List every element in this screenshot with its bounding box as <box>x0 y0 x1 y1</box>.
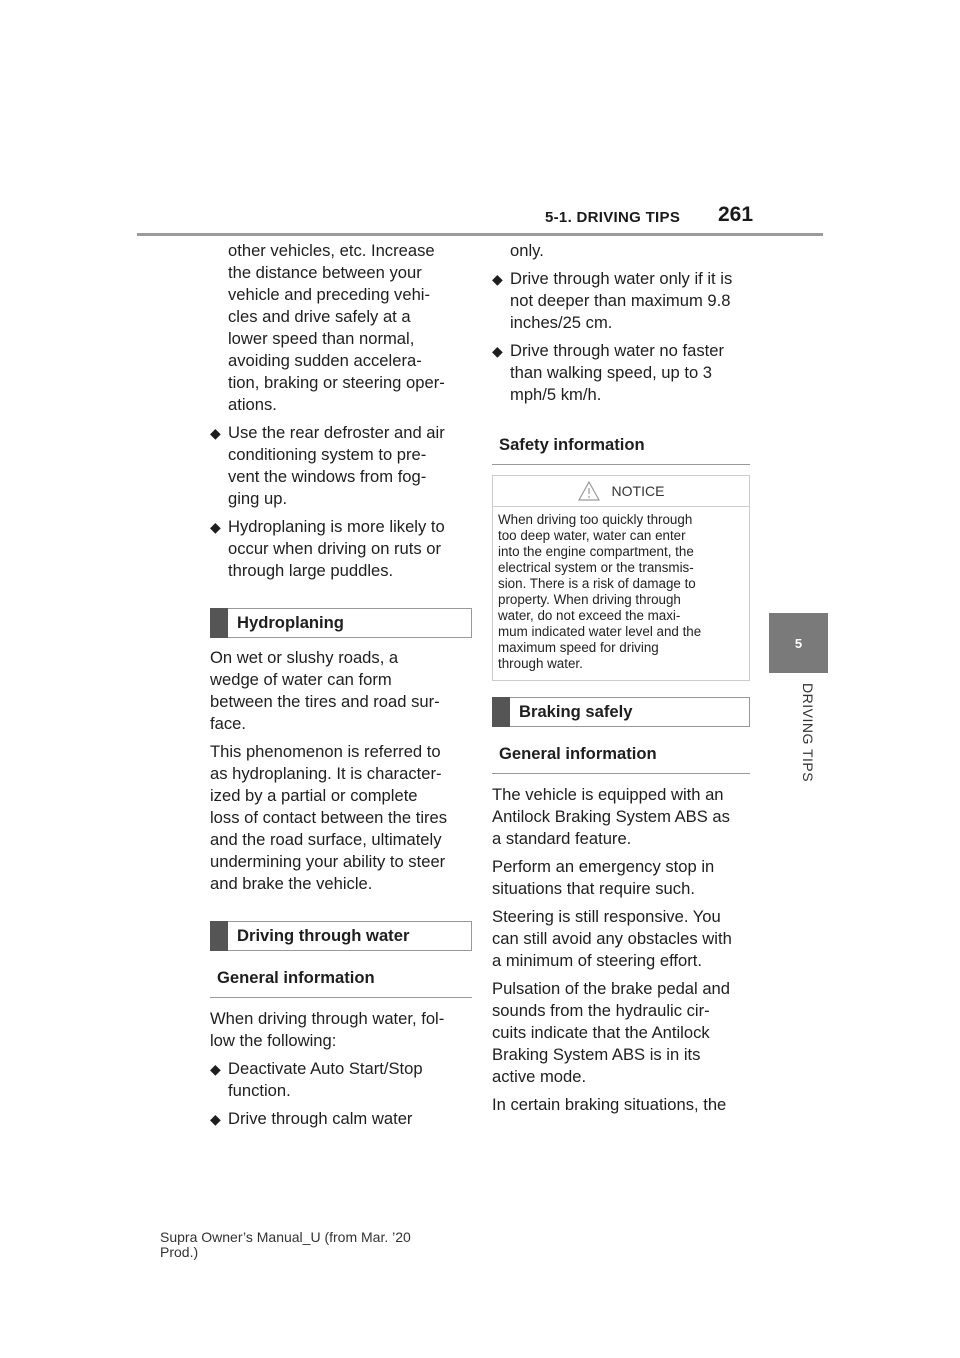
paragraph: On wet or slushy roads, a wedge of water can form between the tires and road sur- face. <box>210 648 440 733</box>
notice-box <box>492 475 750 681</box>
right-column <box>492 240 750 1122</box>
header-divider <box>137 233 823 236</box>
footer-manual-title: Supra Owner’s Manual_U (from Mar. ’20 Prod.) <box>160 1229 411 1260</box>
heading-bar <box>210 608 228 638</box>
list-item: ◆ Deactivate Auto Start/Stop function. <box>210 1059 423 1100</box>
page-number: 261 <box>718 203 754 226</box>
paragraph: Pulsation of the brake pedal and sounds from the hydraulic cir- cuits indicate that the Antilock Braking System ABS is in its active mode. <box>492 979 731 1086</box>
warning-triangle-icon <box>578 481 600 501</box>
heading-bar <box>492 697 510 727</box>
paragraph: Steering is still responsive. You can still avoid any obstacles with a minimum of steering effort. <box>492 907 732 970</box>
subheading-safety-information: Safety information <box>492 426 750 465</box>
list-item: ◆ Hydroplaning is more likely to occur when driving on ruts or through large puddles. <box>210 517 445 580</box>
list-item: ◆ Drive through water no faster than walking speed, up to 3 mph/5 km/h. <box>492 341 724 404</box>
diamond-bullet-icon: ◆ <box>210 1111 221 1127</box>
heading-braking-safely: Braking safely <box>492 697 750 727</box>
paragraph: The vehicle is equipped with an Antilock Braking System ABS as a standard feature. <box>492 785 730 848</box>
paragraph: Perform an emergency stop in situations that require such. <box>492 857 715 898</box>
chapter-tab[interactable] <box>769 613 828 673</box>
diamond-bullet-icon: ◆ <box>210 519 221 535</box>
list-item: ◆ Drive through calm water <box>210 1109 413 1128</box>
list-item: ◆ Drive through water only if it is not deeper than maximum 9.8 inches/25 cm. <box>492 269 733 332</box>
notice-title: NOTICE <box>611 483 665 499</box>
diamond-bullet-icon: ◆ <box>492 271 503 287</box>
paragraph: When driving through water, fol- low the following: <box>210 1009 445 1050</box>
chapter-number: 5 <box>794 635 803 651</box>
notice-text: When driving too quickly through too deep water, water can enter into the engine compartment, the electrical system or the transmis- sion. There is a risk of damage to property. When driving through water, do not exceed the maxi- mum indicated water level and the maximum speed for driving through water. <box>498 512 702 671</box>
heading-driving-through-water: Driving through water <box>210 921 472 951</box>
notice-header <box>493 476 749 507</box>
chapter-label: DRIVING TIPS <box>800 683 816 783</box>
subheading-general-information: General information <box>210 959 472 998</box>
left-column <box>210 240 472 1136</box>
paragraph: This phenomenon is referred to as hydroplaning. It is character- ized by a partial or complete loss of contact between the tires and the road surface, ultimately undermining your ability to steer and brake the vehicle. <box>210 742 448 893</box>
diamond-bullet-icon: ◆ <box>492 343 503 359</box>
heading-bar <box>210 921 228 951</box>
paragraph: In certain braking situations, the <box>492 1095 727 1114</box>
diamond-bullet-icon: ◆ <box>210 1061 221 1077</box>
list-item: ◆ Use the rear defroster and air conditioning system to pre- vent the windows from fog- ging up. <box>210 423 445 508</box>
diamond-bullet-icon: ◆ <box>210 425 221 441</box>
intro-paragraph: other vehicles, etc. Increase the distance between your vehicle and preceding vehi- cles and drive safely at a lower speed than normal, avoiding sudden accelera- tion, braking or steering oper- ations. <box>228 241 445 414</box>
continuation-line: only. <box>510 241 544 260</box>
subheading-general-information: General information <box>492 735 750 774</box>
section-title: 5-1. DRIVING TIPS <box>545 209 681 226</box>
heading-hydroplaning: Hydroplaning <box>210 608 472 638</box>
